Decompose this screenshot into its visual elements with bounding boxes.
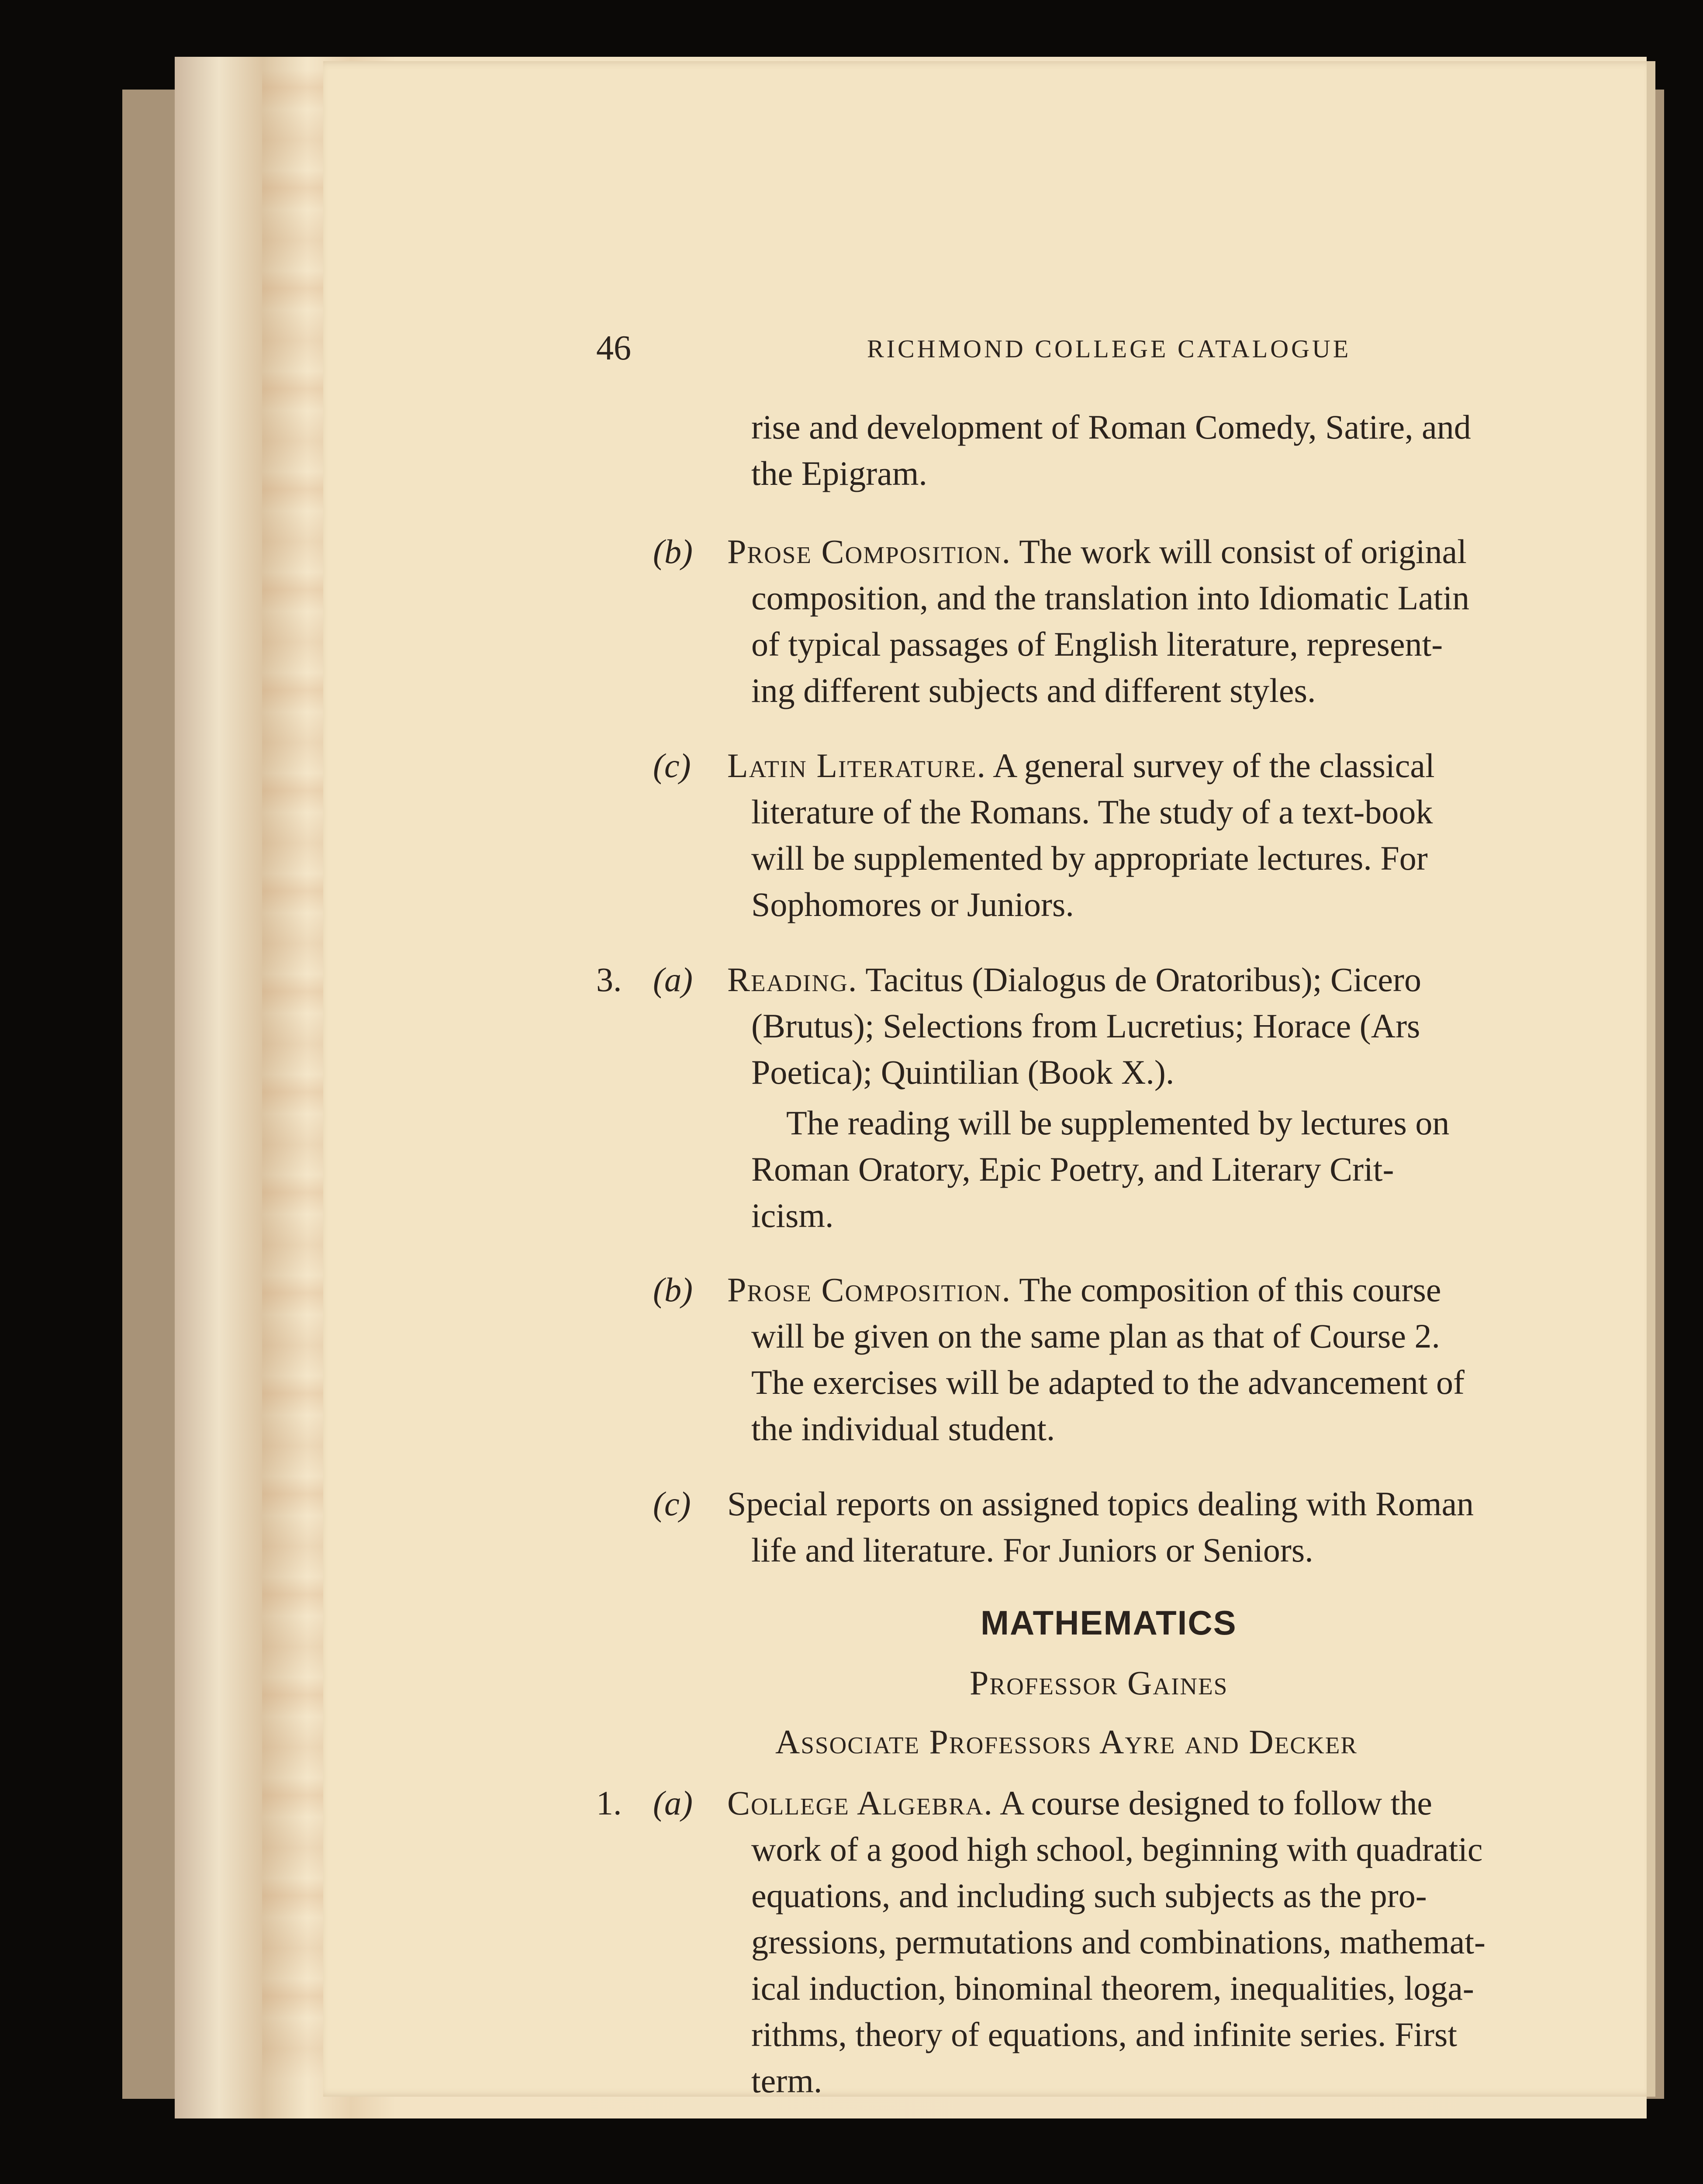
item-marker: (c)	[653, 1485, 691, 1523]
professor-name: Professor Gaines	[970, 1664, 1228, 1702]
item-number: 3.	[596, 961, 622, 999]
item-title: Latin Literature.	[727, 746, 986, 784]
item-number: 1.	[596, 1784, 622, 1822]
running-title: RICHMOND COLLEGE CATALOGUE	[867, 335, 1351, 363]
item-title: Reading.	[727, 961, 858, 999]
section-title: MATHEMATICS	[981, 1603, 1237, 1642]
item-marker: (a)	[653, 961, 693, 999]
page-right-edge	[1647, 61, 1655, 2097]
page-number: 46	[596, 329, 631, 367]
associate-professors: Associate Professors Ayre and Decker	[775, 1723, 1358, 1761]
item-marker: (b)	[653, 532, 693, 570]
item-title: Prose Composition.	[727, 532, 1012, 570]
item-marker: (c)	[653, 746, 691, 784]
item-marker: (a)	[653, 1784, 693, 1822]
item-title: College Algebra.	[727, 1784, 993, 1822]
item-title: Prose Composition.	[727, 1271, 1012, 1309]
item-marker: (b)	[653, 1271, 693, 1309]
